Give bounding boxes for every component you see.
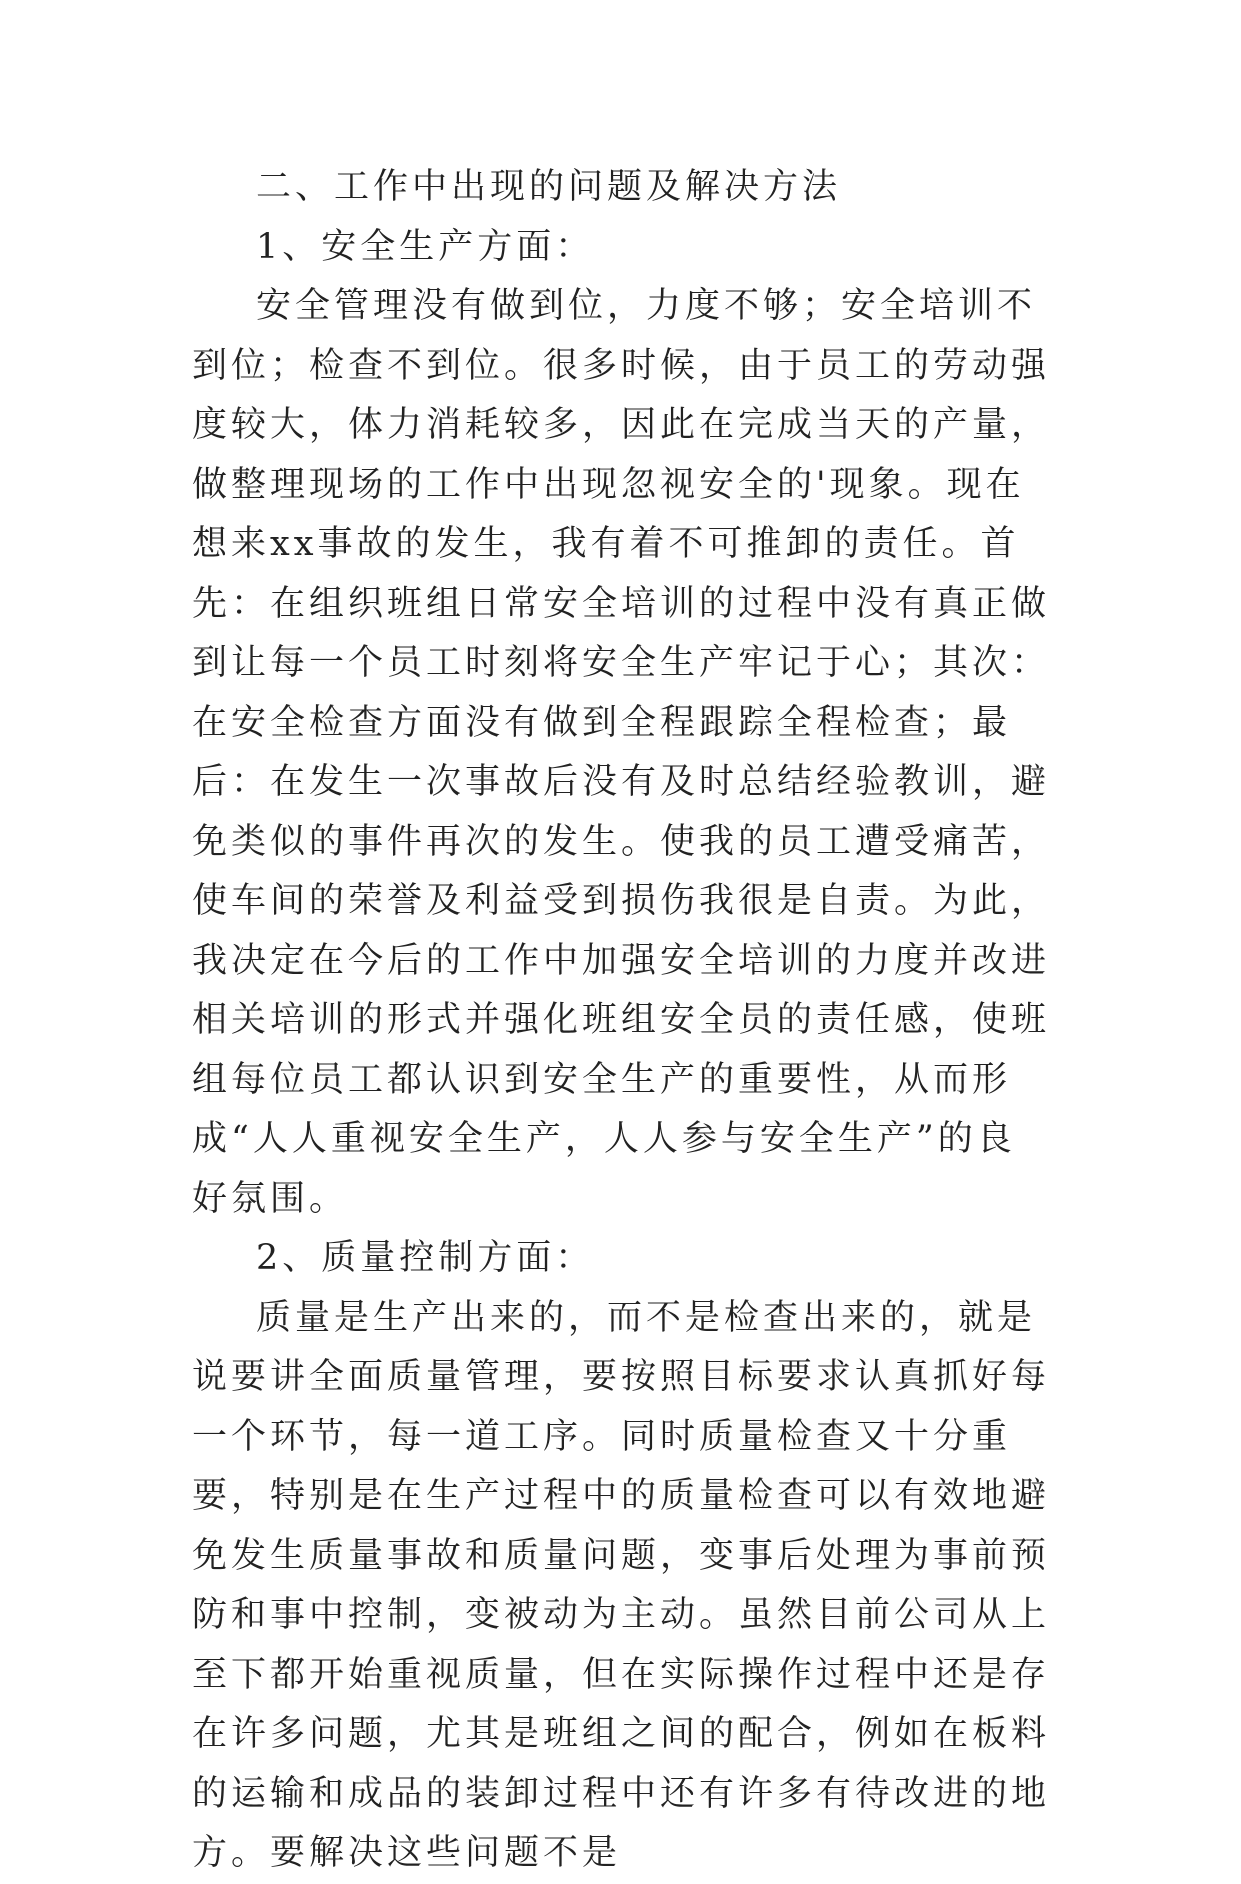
- section-heading: 二、工作中出现的问题及解决方法: [256, 167, 842, 207]
- section-2-title: 2、质量控制方面：: [256, 1238, 595, 1278]
- section-1-title: 1、安全生产方面：: [256, 226, 595, 267]
- section-1-paragraph: 安全管理没有做到位，力度不够；安全培训不到位；检查不到位。很多时候，由于员工的劳动强度较大，体力消耗较多，因此在完成当天的产量，做整理现场的工作中出现忽视安全的'现象。现在想来xx事故的发生，我有着不可推卸的责任。首先：在组织班组日常安全培训的过程中没有真正做到让每一个员工时刻将安全生产牢记于心；其次：在安全检查方面没有做到全程跟踪全程检查；最后：在发生一次事故后没有及时总结经验教训，避免类似的事件再次的发生。使我的员工遭受痛苦，使车间的荣誉及利益受到损伤我很是自责。为此，我决定在今后的工作中加强安全培训的力度并改进相关培训的形式并强化班组安全员的责任感，使班组每位员工都认识到安全生产的重要性，从而形成“人人重视安全生产，人人参与安全生产”的良好氛围。: [192, 286, 1051, 1219]
- section-2-paragraph: 质量是生产出来的，而不是检查出来的，就是说要讲全面质量管理，要按照目标要求认真抓好每一个环节，每一道工序。同时质量检查又十分重要，特别是在生产过程中的质量检查可以有效地避免发生质量事故和质量问题，变事后处理为事前预防和事中控制，变被动为主动。虽然目前公司从上至下都开始重视质量，但在实际操作过程中还是存在许多问题，尤其是班组之间的配合，例如在板料的运输和成品的装卸过程中还有许多有待改进的地方。要解决这些问题不是: [192, 1297, 1051, 1873]
- document-body: [192, 158, 1052, 1884]
